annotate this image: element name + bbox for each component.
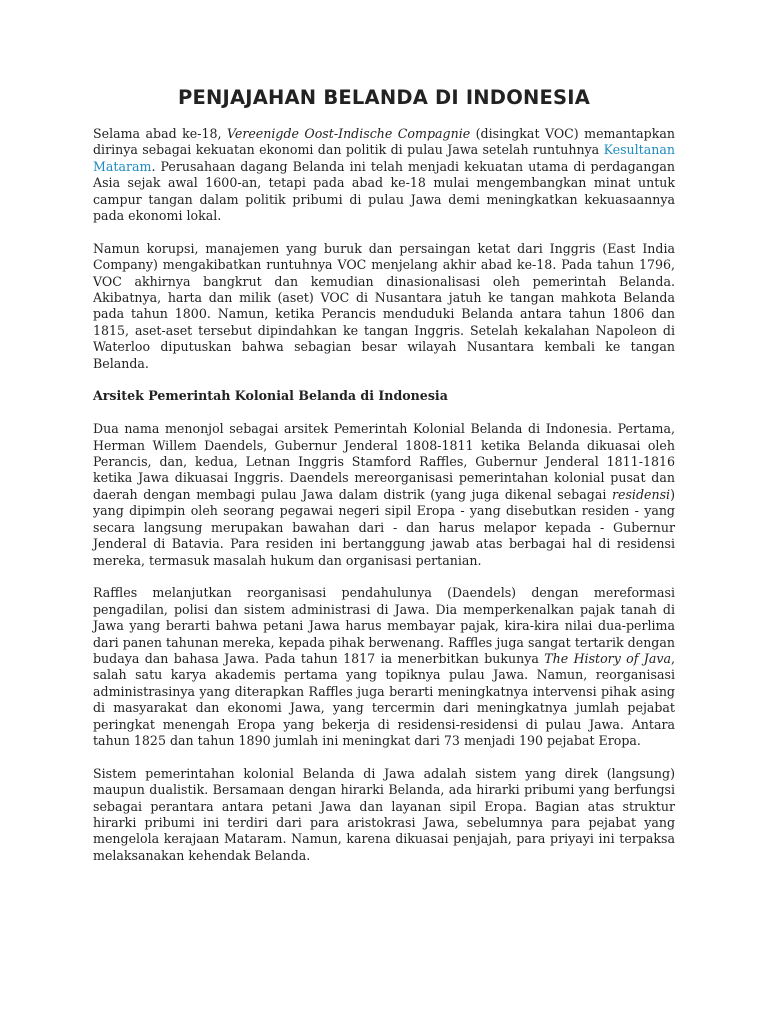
p4-text-start: Raffles melanjutkan reorganisasi pendahulunya (Daendels) dengan mereformasi pengadilan, polisi dan sistem administrasi di Jawa. Dia memperkenalkan pajak tanah di Jawa yang berarti bahwa petani Jawa harus membayar pajak, kira-kira nilai dua-perlima dari panen tahunan mereka, kepada pihak berwenang. Raffles juga sangat tertarik dengan budaya dan bahasa Jawa. Pada tahun 1817 ia menerbitkan bukunya [93, 585, 675, 666]
p1-text-middle: (disingkat VOC) memantapkan dirinya sebagai kekuatan ekonomi dan politik di pulau Jawa setelah runtuhnya [93, 126, 675, 158]
document-page [93, 86, 675, 881]
paragraph-voc-intro [93, 126, 675, 224]
residensi-term: residensi [611, 486, 671, 502]
paragraph-raffles [93, 585, 675, 749]
paragraph-dualistic-system: Sistem pemerintahan kolonial Belanda di Jawa adalah sistem yang direk (langsung) maupun dualistik. Bersamaan dengan hirarki Belanda, ada hirarki pribumi yang berfungsi sebagai perantara antara petani Jawa dan layanan sipil Eropa. Bagian atas struktur hirarki pribumi ini terdiri dari para aristokrasi Jawa, sebelumnya para pejabat yang mengelola kerajaan Mataram. Namun, karena dikuasai penjajah, para priyayi ini terpaksa melaksanakan kehendak Belanda. [93, 765, 675, 863]
voc-full-name: Vereenigde Oost-Indische Compagnie [226, 126, 471, 141]
paragraph-daendels [93, 421, 675, 569]
p1-text-end: . Perusahaan dagang Belanda ini telah menjadi kekuatan utama di perdagangan Asia sejak awal 1600-an, tetapi pada abad ke-18 mulai mengembangkan minat untuk campur tangan dalam politik pribumi di pulau Jawa demi meningkatkan kekuasaannya pada ekonomi lokal. [93, 158, 675, 224]
paragraph-voc-collapse: Namun korupsi, manajemen yang buruk dan persaingan ketat dari Inggris (East India Company) mengakibatkan runtuhnya VOC menjelang akhir abad ke-18. Pada tahun 1796, VOC akhirnya bangkrut dan kemudian dinasionalisasi oleh pemerintah Belanda. Akibatnya, harta dan milik (aset) VOC di Nusantara jatuh ke tangan mahkota Belanda pada tahun 1800. Namun, ketika Perancis menduduki Belanda antara tahun 1806 dan 1815, aset-aset tersebut dipindahkan ke tangan Inggris. Setelah kekalahan Napoleon di Waterloo diputuskan bahwa sebagian besar wilayah Nusantara kembali ke tangan Belanda. [93, 240, 675, 371]
p4-text-end: , salah satu karya akademis pertama yang topiknya pulau Jawa. Namun, reorganisasi administrasinya yang diterapkan Raffles juga berarti meningkatnya intervensi pihak asing di masyarakat dan ekonomi Jawa, yang tercermin dari meningkatnya jumlah pejabat peringkat menengah Eropa yang bekerja di residensi-residensi di pulau Jawa. Antara tahun 1825 dan tahun 1890 jumlah ini meningkat dari 73 menjadi 190 pejabat Eropa. [93, 650, 675, 748]
p3-text-start: Dua nama menonjol sebagai arsitek Pemerintah Kolonial Belanda di Indonesia. Pertama, Herman Willem Daendels, Gubernur Jenderal 1808-1811 ketika Belanda dikuasai oleh Perancis, dan, kedua, Letnan Inggris Stamford Raffles, Gubernur Jenderal 1811-1816 ketika Jawa dikuasai Inggris. Daendels mereorganisasi pemerintahan kolonial pusat dan daerah dengan membagi pulau Jawa dalam distrik (yang juga dikenal sebagai [93, 421, 675, 502]
kesultanan-mataram-link[interactable]: Kesultanan Mataram [93, 142, 675, 174]
p1-text-start: Selama abad ke-18, [93, 126, 227, 141]
section-heading-architects: Arsitek Pemerintah Kolonial Belanda di Indonesia [93, 388, 448, 404]
p3-text-end: ) yang dipimpin oleh seorang pegawai negeri sipil Eropa - yang disebutkan residen - yang secara langsung merupakan bawahan dari - dan harus melapor kepada - Gubernur Jenderal di Batavia. Para residen ini bertanggung jawab atas berbagai hal di residensi mereka, termasuk masalah hukum dan organisasi pertanian. [93, 486, 675, 568]
book-title-history-of-java: The History of Java [544, 650, 671, 666]
document-title: PENJAJAHAN BELANDA DI INDONESIA [177, 86, 591, 109]
